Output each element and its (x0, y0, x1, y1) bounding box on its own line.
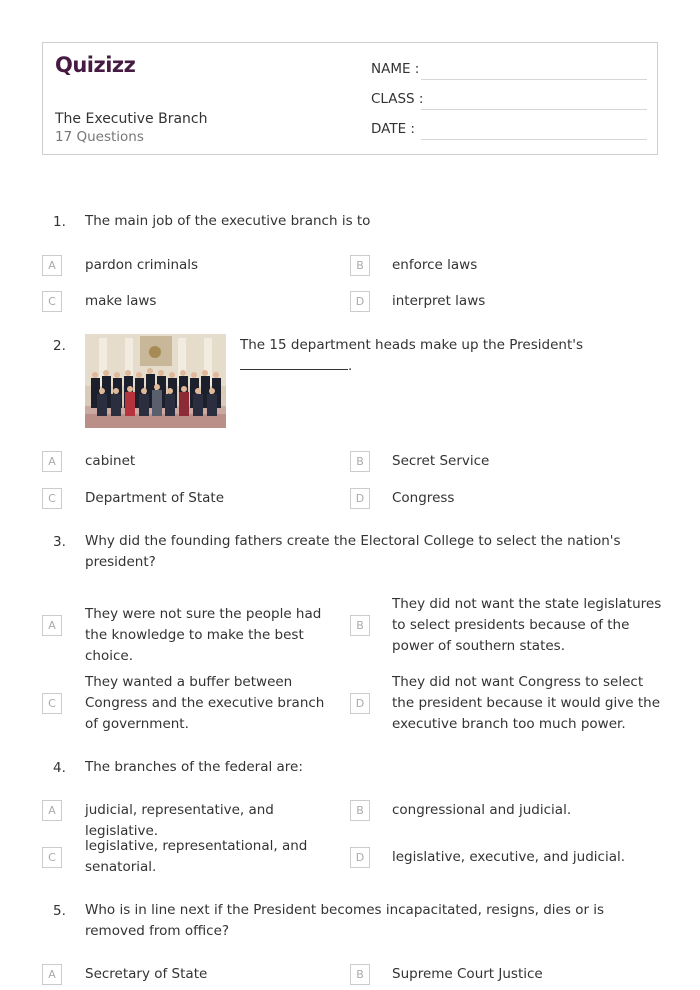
option-text: cabinet (85, 453, 136, 469)
question-number: 1. (53, 214, 66, 230)
option-letter: B (350, 800, 370, 821)
question-number: 2. (53, 338, 66, 354)
worksheet-header (42, 42, 658, 155)
date-label: DATE : (371, 121, 415, 137)
option-text: Supreme Court Justice (392, 966, 543, 982)
class-label: CLASS : (371, 91, 424, 107)
option-letter: B (350, 451, 370, 472)
option-letter: D (350, 291, 370, 312)
option-letter: A (42, 451, 62, 472)
option-letter: A (42, 964, 62, 985)
option-letter: A (42, 255, 62, 276)
class-line (421, 109, 647, 110)
option-text: enforce laws (392, 257, 478, 273)
option-letter: C (42, 488, 62, 509)
option-letter: B (350, 615, 370, 636)
option-letter: D (350, 693, 370, 714)
question-text (240, 335, 660, 377)
option-letter: D (350, 847, 370, 868)
option-letter: A (42, 615, 62, 636)
option-text: interpret laws (392, 293, 486, 309)
worksheet-title: The Executive Branch (55, 111, 208, 127)
question-number: 3. (53, 534, 66, 550)
cabinet-group-photo (85, 334, 226, 428)
option-text: make laws (85, 293, 157, 309)
option-text: Congress (392, 490, 455, 506)
name-label: NAME : (371, 61, 420, 77)
option-letter: D (350, 488, 370, 509)
option-text: congressional and judicial. (392, 802, 572, 818)
option-text: Department of State (85, 490, 225, 506)
question-text-main: The 15 department heads make up the President's (240, 337, 583, 353)
quizizz-logo: Quizizz (55, 53, 136, 77)
option-text: Secret Service (392, 453, 490, 469)
question-text: Who is in line next if the President becomes incapacitated, resigns, dies or is removed from office? (85, 902, 605, 939)
question-text: Why did the founding fathers create the Electoral College to select the nation's president? (85, 533, 621, 570)
option-text: legislative, executive, and judicial. (392, 849, 626, 865)
option-letter: C (42, 693, 62, 714)
question-text: The branches of the federal are: (85, 759, 303, 775)
option-text: They did not want Congress to select the president because it would give the executive branch too much power. (392, 674, 660, 732)
option-text: They wanted a buffer between Congress and the executive branch of government. (85, 674, 325, 732)
question-text-end: . (348, 358, 353, 374)
question-number: 4. (53, 760, 66, 776)
question-count: 17 Questions (55, 129, 144, 145)
option-letter: C (42, 291, 62, 312)
option-text: legislative, representational, and senatorial. (85, 838, 308, 875)
option-text: Secretary of State (85, 966, 208, 982)
option-letter: B (350, 255, 370, 276)
question-text: The main job of the executive branch is to (85, 213, 371, 229)
option-letter: B (350, 964, 370, 985)
option-letter: A (42, 800, 62, 821)
option-text: They were not sure the people had the knowledge to make the best choice. (85, 606, 322, 664)
option-letter: C (42, 847, 62, 868)
option-text: judicial, representative, and legislative. (85, 802, 274, 839)
option-text: pardon criminals (85, 257, 199, 273)
date-line (421, 139, 647, 140)
question-number: 5. (53, 903, 66, 919)
name-line (421, 79, 647, 80)
option-text: They did not want the state legislatures to select presidents because of the power of southern states. (392, 596, 662, 654)
fill-in-blank (240, 358, 348, 370)
